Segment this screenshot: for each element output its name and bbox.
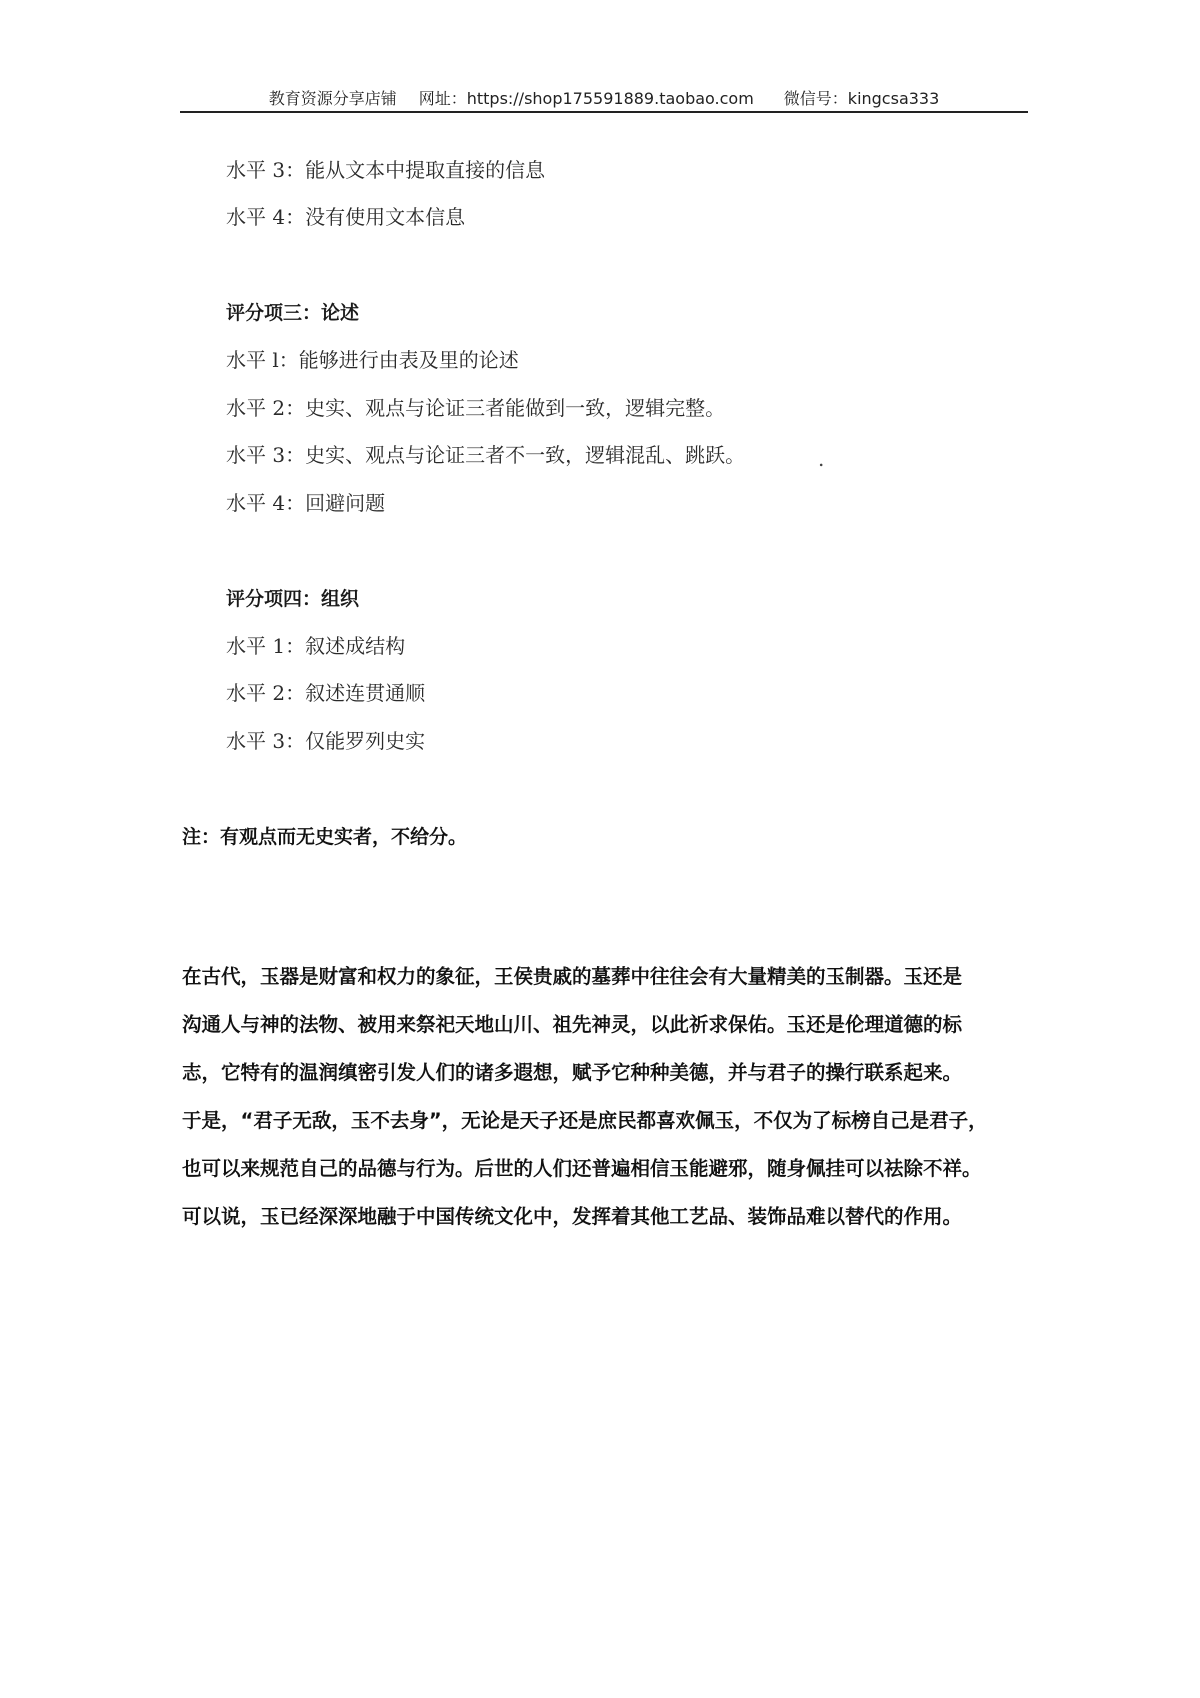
section-heading: 评分项四：组织 xyxy=(226,588,360,610)
paragraph-line: 于是，“君子无敌，玉不去身”，无论是天子还是庶民都喜欢佩玉，不仅为了标榜自己是君子， xyxy=(182,1109,988,1132)
section-heading: 评分项三：论述 xyxy=(226,302,360,324)
stray-mark: . xyxy=(818,447,825,471)
paragraph-line: 在古代，玉器是财富和权力的象征，王侯贵戚的墓葬中往往会有大量精美的玉制器。玉还是 xyxy=(182,965,963,988)
paragraph-line: 志，它特有的温润缜密引发人们的诸多遐想，赋予它种种美德，并与君子的操行联系起来。 xyxy=(182,1061,963,1084)
level-line: 水平 3：仅能罗列史实 xyxy=(226,729,426,753)
level-line: 水平 4：没有使用文本信息 xyxy=(226,205,466,229)
header-shop-name: 教育资源分享店铺 xyxy=(268,89,397,108)
paragraph-line: 可以说，玉已经深深地融于中国传统文化中，发挥着其他工艺品、装饰品难以替代的作用。 xyxy=(182,1205,963,1228)
level-line: 水平 3：史实、观点与论证三者不一致，逻辑混乱、跳跃。 xyxy=(226,443,746,467)
level-line: 水平 4：回避问题 xyxy=(226,491,386,515)
paragraph-line: 也可以来规范自己的品德与行为。后世的人们还普遍相信玉能避邪，随身佩挂可以祛除不祥。 xyxy=(182,1157,982,1180)
level-line: 水平 3：能从文本中提取直接的信息 xyxy=(226,158,546,182)
note: 注：有观点而无史实者，不给分。 xyxy=(182,826,468,848)
level-line: 水平 2：叙述连贯通顺 xyxy=(226,681,426,705)
level-line: 水平 2：史实、观点与论证三者能做到一致，逻辑完整。 xyxy=(226,396,726,420)
level-line: 水平 l：能够进行由表及里的论述 xyxy=(226,348,519,372)
header-divider xyxy=(180,111,1028,113)
level-line: 水平 1：叙述成结构 xyxy=(226,634,406,658)
header-wechat: 微信号：kingcsa333 xyxy=(783,89,940,108)
page-header xyxy=(180,86,1028,109)
header-url: 网址：https://shop175591889.taobao.com xyxy=(418,89,754,108)
paragraph-line: 沟通人与神的法物、被用来祭祀天地山川、祖先神灵，以此祈求保佑。玉还是伦理道德的标 xyxy=(182,1013,963,1036)
